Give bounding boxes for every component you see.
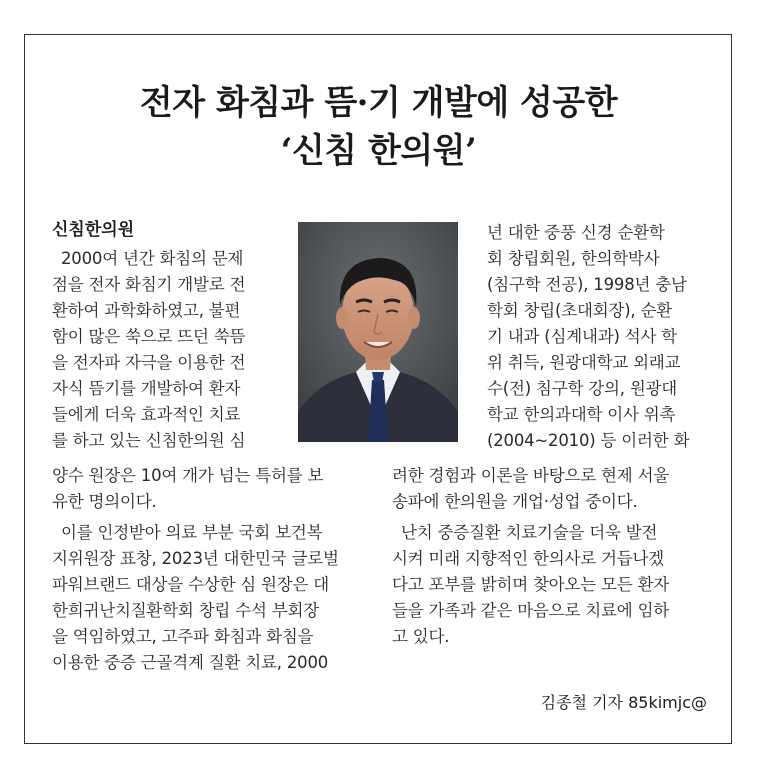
body-line: 환하여 과학화하였고, 불편: [52, 301, 241, 320]
body-line: 다고 포부를 밝히며 찾아오는 모든 환자: [392, 575, 670, 594]
portrait-photo: [298, 222, 458, 442]
body-line: 고 있다.: [392, 627, 450, 646]
body-line: (2004~2010) 등 이러한 화: [487, 431, 690, 450]
body-line: 을 역임하였고, 고주파 화침과 화침을: [52, 627, 314, 646]
body-line: 파워브랜드 대상을 수상한 심 원장은 대: [52, 575, 330, 594]
body-line: 유한 명의이다.: [52, 492, 157, 511]
reporter-credit: 김종철 기자 85kimjc@: [540, 693, 707, 712]
body-line: 년 대한 중풍 신경 순환학: [487, 223, 665, 242]
body-line: 위 취득, 원광대학교 외래교: [487, 353, 681, 372]
body-line: 들에게 더욱 효과적인 치료: [52, 405, 241, 424]
body-line: 함이 많은 쑥으로 뜨던 쑥뜸: [52, 327, 246, 346]
body-line: (침구학 전공), 1998년 충남: [487, 275, 687, 294]
headline-line-1: 전자 화침과 뜸·기 개발에 성공한: [139, 83, 618, 123]
body-line: 수(전) 침구학 강의, 원광대: [487, 379, 678, 398]
body-line: 이를 인정받아 의료 부분 국회 보건복: [61, 523, 323, 542]
body-line: 시켜 미래 지향적인 한의사로 거듭나겠: [392, 549, 665, 568]
body-line: 이용한 중증 근골격계 질환 치료, 2000: [52, 653, 329, 672]
headline-line-2: ‘신침 한의원’: [280, 131, 477, 171]
body-line: 점을 전자 화침기 개발로 전: [52, 275, 246, 294]
body-line: 양수 원장은 10여 개가 넘는 특허를 보: [52, 466, 324, 485]
body-line: 자식 뜸기를 개발하여 환자: [52, 379, 241, 398]
body-line: 려한 경험과 이론을 바탕으로 현제 서울: [392, 466, 670, 485]
portrait-photo-illustration: [298, 222, 458, 442]
body-line: 회 창립회원, 한의학박사: [487, 249, 660, 268]
body-line: 2000여 년간 화침의 문제: [61, 249, 244, 268]
body-line: 학교 한의과대학 이사 위촉: [487, 405, 676, 424]
body-line: 학회 창립(초대회장), 순환: [487, 301, 672, 320]
body-line: 기 내과 (심계내과) 석사 학: [487, 327, 678, 346]
body-line: 을 전자파 자극을 이용한 전: [52, 353, 246, 372]
body-line: 지위원장 표창, 2023년 대한민국 글로벌: [52, 549, 339, 568]
body-line: 난치 중증질환 치료기술을 더욱 발전: [401, 523, 658, 542]
body-line: 송파에 한의원을 개업·성업 중이다.: [392, 492, 638, 511]
body-line: 한희귀난치질환학회 창립 수석 부회장: [52, 601, 319, 620]
body-line: 를 하고 있는 신침한의원 심: [52, 431, 246, 450]
clinic-name-subhead: 신침한의원: [52, 220, 135, 240]
body-line: 들을 가족과 같은 마음으로 치료에 임하: [392, 601, 670, 620]
